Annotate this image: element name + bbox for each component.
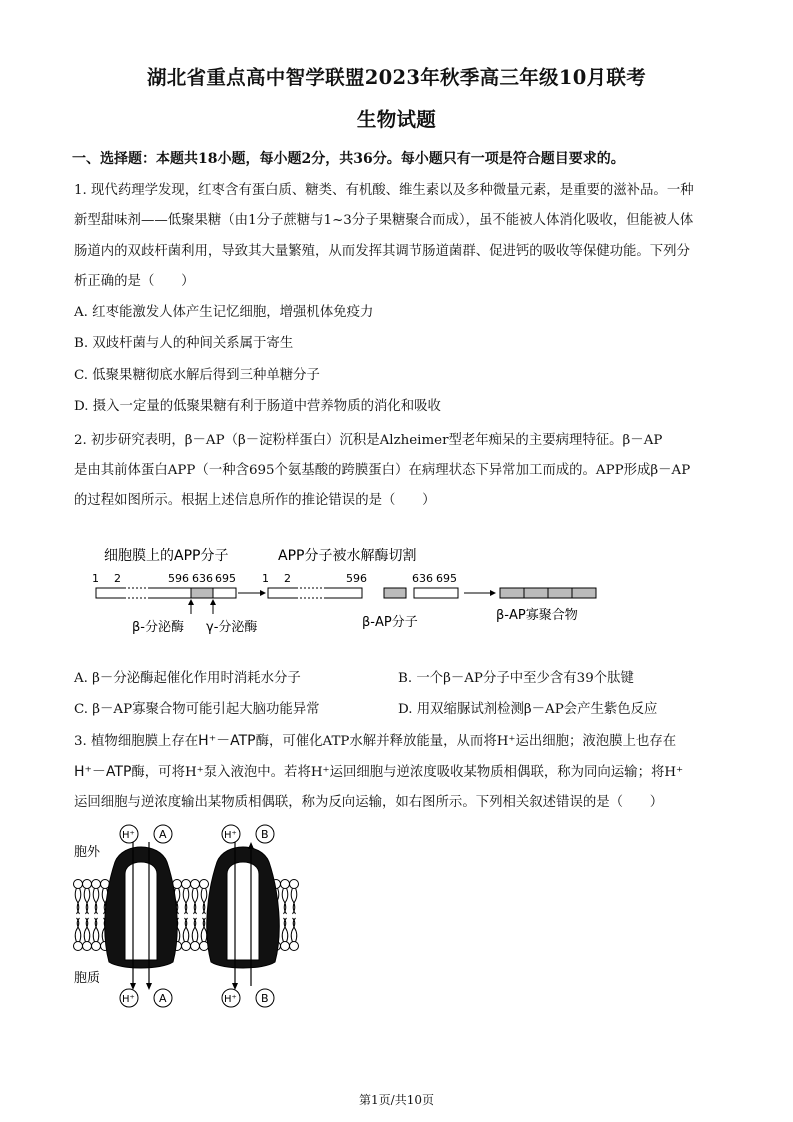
aggregate-unit <box>524 588 548 598</box>
lipid-head <box>191 880 200 889</box>
q1-option-d: D. 摄入一定量的低聚果糖有利于肠道中营养物质的消化和吸收 <box>74 399 441 414</box>
outside-label: 胞外 <box>74 845 101 860</box>
q2-line: 2. 初步研究表明，β－AP（β－淀粉样蛋白）沉积是Alzheimer型老年痴呆的主要病理特征。β－AP <box>74 433 663 448</box>
num-2: 2 <box>114 572 121 585</box>
aggregate-unit <box>548 588 572 598</box>
lipid-head <box>200 880 209 889</box>
lipid-head <box>74 942 83 951</box>
q3-line-2: H⁺－ATP酶，可将H⁺泵入液泡中。若将H⁺运回细胞与逆浓度吸收某物质相偶联，称为同向运输；将H⁺ <box>74 764 684 780</box>
q3-line-3: 运回细胞与逆浓度输出某物质相偶联，称为反向运输，如右图所示。下列相关叙述错误的是（ ） <box>74 795 664 810</box>
q2-line: 是由其前体蛋白APP（一种含695个氨基酸的跨膜蛋白）在病理状态下异常加工而成的。APP形成β－AP <box>74 463 691 478</box>
num-1: 1 <box>262 572 269 585</box>
q2-option-b: B. 一个β－AP分子中至少含有39个肽键 <box>398 671 634 686</box>
q2-option-a: A. β－分泌酶起催化作用时消耗水分子 <box>74 671 301 686</box>
label-cut: APP分子被水解酶切割 <box>278 548 417 564</box>
cleaved-fragment <box>268 588 362 598</box>
app-processing-figure <box>80 538 620 642</box>
lipid-head <box>83 942 92 951</box>
q1-line: 新型甜味剂——低聚果糖（由1分子蔗糖与1~3分子果糖聚合而成），虽不能被人体消化吸收，但能被人体 <box>74 213 694 228</box>
num-596: 596 <box>346 572 367 585</box>
gamma-secretase-label: γ-分泌酶 <box>206 620 258 635</box>
q1-line: 肠道内的双歧杆菌利用，导致其大量繁殖，从而发挥其调节肠道菌群、促进钙的吸收等保健功能。下列分 <box>74 244 690 259</box>
lipid-head <box>182 942 191 951</box>
lipid-head <box>290 880 299 889</box>
q2-option-d: D. 用双缩脲试剂检测β－AP会产生紫色反应 <box>398 702 658 717</box>
lipid-head <box>92 880 101 889</box>
proton-label: H⁺ <box>122 994 135 1005</box>
lipid-head <box>281 942 290 951</box>
proton-label: H⁺ <box>122 830 135 841</box>
beta-secretase-label: β-分泌酶 <box>132 620 184 635</box>
num-636: 636 <box>192 572 213 585</box>
proton-label: H⁺ <box>224 994 237 1005</box>
c-terminal-fragment <box>414 588 458 598</box>
beta-ap-segment <box>191 588 213 598</box>
num-695: 695 <box>436 572 457 585</box>
num-596: 596 <box>168 572 189 585</box>
q2-option-c: C. β－AP寡聚合物可能引起大脑功能异常 <box>74 702 320 717</box>
num-1: 1 <box>92 572 99 585</box>
beta-ap-label: β-AP分子 <box>362 615 418 630</box>
aggregate-unit <box>572 588 596 598</box>
app-molecule <box>96 588 236 598</box>
num-2: 2 <box>284 572 291 585</box>
substance-label: B <box>261 828 269 841</box>
aggregate-label: β-AP寡聚合物 <box>496 608 578 623</box>
beta-ap-molecule <box>384 588 406 598</box>
section-heading: 一、选择题：本题共18小题，每小题2分，共36分。每小题只有一项是符合题目要求的。 <box>72 151 625 167</box>
lipid-head <box>290 942 299 951</box>
q2-line: 的过程如图所示。根据上述信息所作的推论错误的是（ ） <box>74 493 436 508</box>
lipid-head <box>74 880 83 889</box>
exam-title: 湖北省重点高中智学联盟2023年秋季高三年级10月联考 <box>146 66 646 89</box>
q3-line-1: 3. 植物细胞膜上存在H⁺－ATP酶，可催化ATP水解并释放能量，从而将H⁺运出细胞；液泡膜上也存在 <box>74 733 677 749</box>
membrane-transport-figure <box>70 822 310 1016</box>
substance-label: B <box>261 992 269 1005</box>
cotransporter-protein <box>207 825 280 1007</box>
q1-option-b: B. 双歧杆菌与人的种间关系属于寄生 <box>74 336 294 351</box>
num-695: 695 <box>215 572 236 585</box>
aggregate-unit <box>500 588 524 598</box>
page-footer: 第1页/共10页 <box>359 1093 434 1107</box>
substance-label: A <box>159 828 167 841</box>
exam-subtitle: 生物试题 <box>356 108 437 131</box>
q1-option-c: C. 低聚果糖彻底水解后得到三种单糖分子 <box>74 368 320 383</box>
inside-label: 胞质 <box>74 971 101 986</box>
num-636: 636 <box>412 572 433 585</box>
lipid-head <box>191 942 200 951</box>
q1-line: 1. 现代药理学发现，红枣含有蛋白质、糖类、有机酸、维生素以及多种微量元素，是重要的滋补品。一种 <box>74 183 694 198</box>
lipid-head <box>281 880 290 889</box>
lipid-head <box>83 880 92 889</box>
q1-line: 析正确的是（ ） <box>74 274 195 289</box>
label-membrane: 细胞膜上的APP分子 <box>104 548 229 564</box>
proton-label: H⁺ <box>224 830 237 841</box>
lipid-head <box>182 880 191 889</box>
lipid-head <box>92 942 101 951</box>
cotransporter-protein <box>105 825 178 1007</box>
substance-label: A <box>159 992 167 1005</box>
q1-option-a: A. 红枣能激发人体产生记忆细胞，增强机体免疫力 <box>74 305 374 320</box>
